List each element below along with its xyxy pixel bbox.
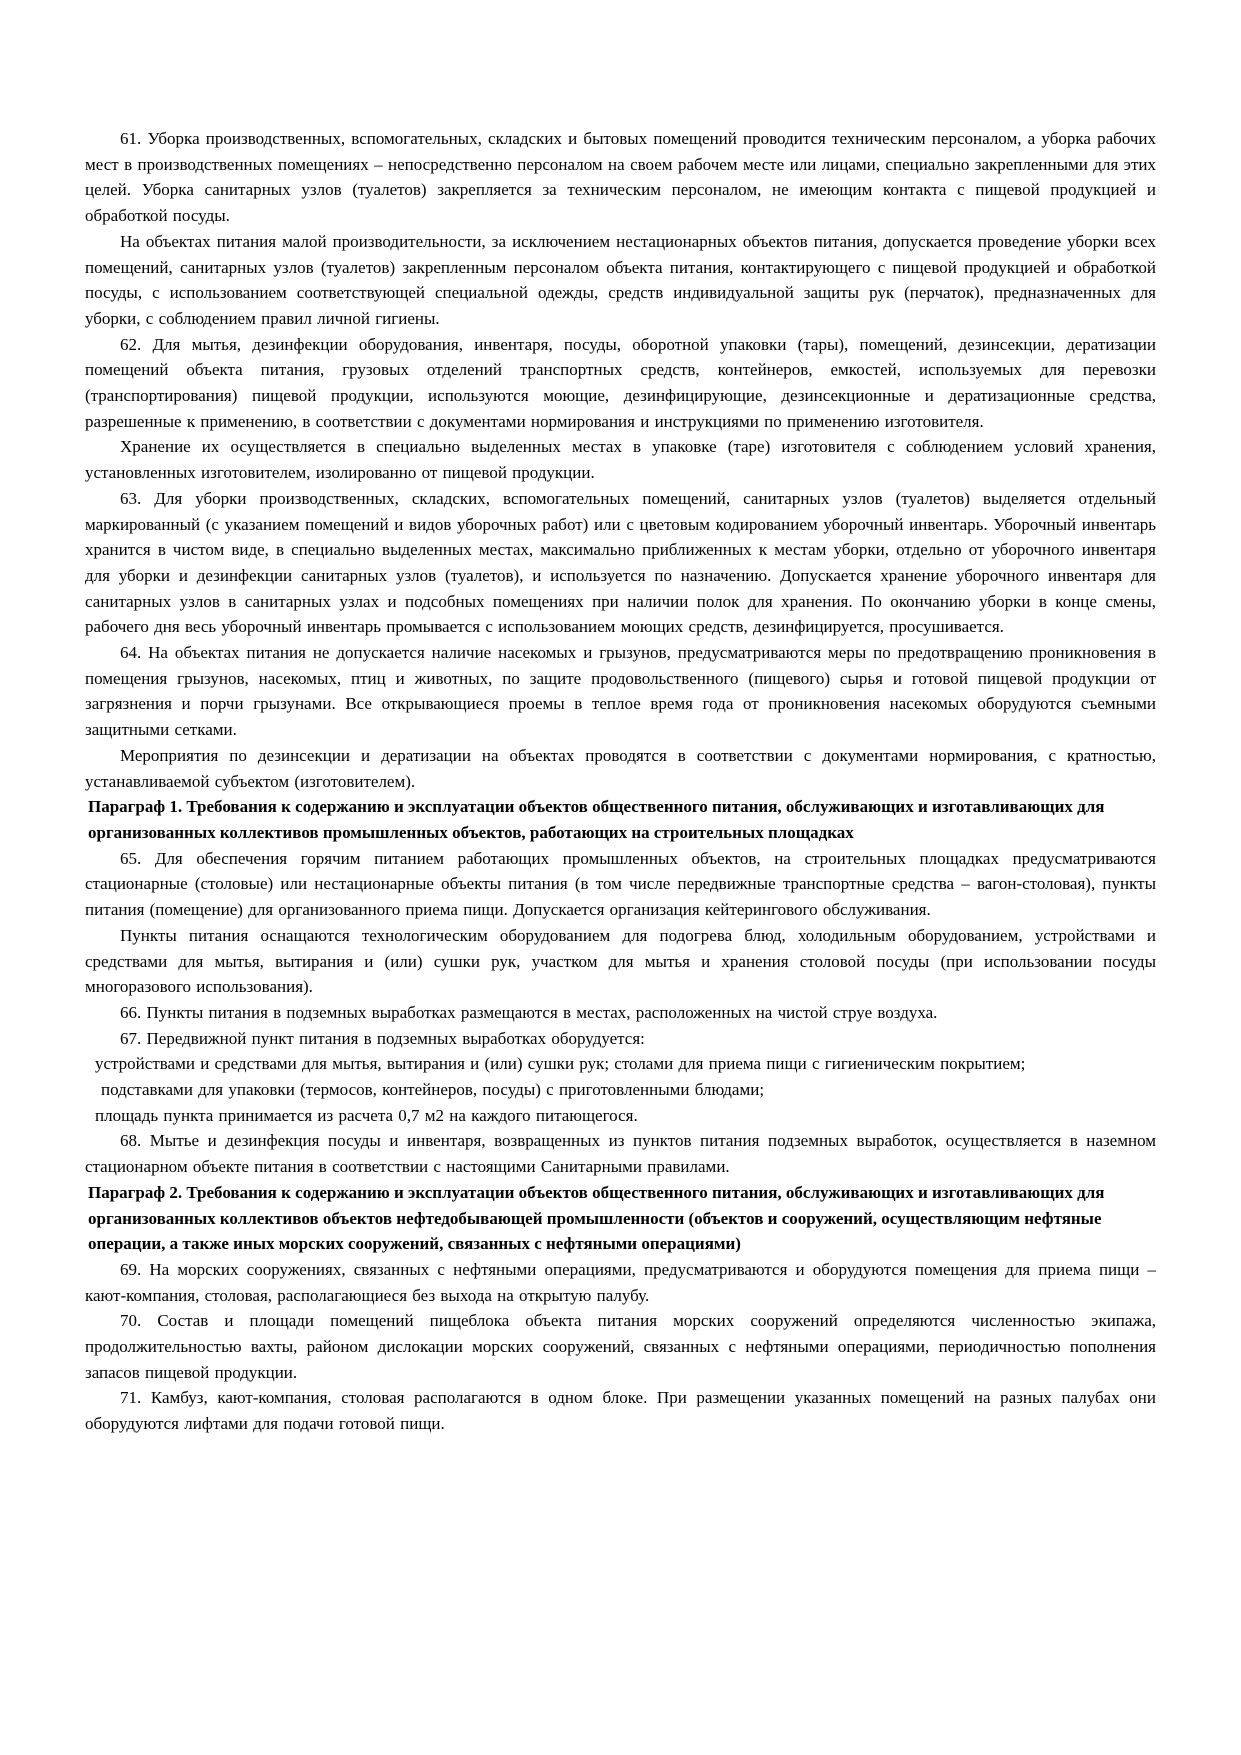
section-heading-paragraph-1: Параграф 1. Требования к содержанию и эксплуатации объектов общественного питания, обслуживающих и изготавливающих для организованных коллективов промышленных объектов, работающих на строительных площадках	[88, 797, 1105, 842]
paragraph-61: 61. Уборка производственных, вспомогательных, складских и бытовых помещений проводится техническим персоналом, а уборка рабочих мест в производственных помещениях – непосредственно персоналом на своем рабочем месте или лицами, специально закрепленными для этих целей. Уборка санитарных узлов (туалетов) закрепляется за техническим персоналом, не имеющим контакта с пищевой продукцией и обработкой посуды.	[85, 129, 1156, 226]
paragraph-69: 69. На морских сооружениях, связанных с нефтяными операциями, предусматриваются и оборудуются помещения для приема пищи – кают-компания, столовая, располагающиеся без выхода на открытую палубу.	[85, 1259, 1156, 1305]
paragraph-65-cont: Пункты питания оснащаются технологическим оборудованием для подогрева блюд, холодильным оборудованием, устройствами и средствами для мытья, вытирания и (или) сушки рук, участком для мытья и хранения столовой посуды (при использовании посуды многоразового использования).	[85, 925, 1156, 997]
paragraph-67-list-item-1: устройствами и средствами для мытья, вытирания и (или) сушки рук; столами для приема пищи с гигиеническим покрытием;	[95, 1054, 1026, 1074]
paragraph-68: 68. Мытье и дезинфекция посуды и инвентаря, возвращенных из пунктов питания подземных выработок, осуществляется в наземном стационарном объекте питания в соответствии с настоящими Санитарными правилами.	[85, 1131, 1156, 1177]
section-heading-paragraph-2: Параграф 2. Требования к содержанию и эксплуатации объектов общественного питания, обслуживающих и изготавливающих для организованных коллективов объектов нефтедобывающей промышленности (объектов и сооружений, осуществляющим нефтяные операции, а также иных морских сооружений, связанных с нефтяными операциями)	[88, 1182, 1105, 1254]
paragraph-65: 65. Для обеспечения горячим питанием работающих промышленных объектов, на строительных площадках предусматриваются стационарные (столовые) или нестационарные объекты питания (в том числе передвижные транспортные средства – вагон-столовая), пункты питания (помещение) для организованного приема пищи. Допускается организация кейтерингового обслуживания.	[85, 848, 1156, 920]
paragraph-64: 64. На объектах питания не допускается наличие насекомых и грызунов, предусматриваются меры по предотвращению проникновения в помещения грызунов, насекомых, птиц и животных, по защите продовольственного (пищевого) сырья и готовой пищевой продукции от загрязнения и порчи грызунами. Все открывающиеся проемы в теплое время года от проникновения насекомых оборудуются съемными защитными сетками.	[85, 643, 1156, 740]
paragraph-63: 63. Для уборки производственных, складских, вспомогательных помещений, санитарных узлов (туалетов) выделяется отдельный маркированный (с указанием помещений и видов уборочных работ) или с цветовым кодированием уборочный инвентарь. Уборочный инвентарь хранится в чистом виде, в специально выделенных местах, максимально приближенных к местам уборки, отдельно от уборочного инвентаря для уборки и дезинфекции санитарных узлов (туалетов), и используется по назначению. Допускается хранение уборочного инвентаря для санитарных узлов в санитарных узлах и подсобных помещениях при наличии полок для хранения. По окончанию уборки в конце смены, рабочего дня весь уборочный инвентарь промывается с использованием моющих средств, дезинфицируется, просушивается.	[85, 488, 1156, 637]
paragraph-62: 62. Для мытья, дезинфекции оборудования, инвентаря, посуды, оборотной упаковки (тары), помещений, дезинсекции, дератизации помещений объекта питания, грузовых отделений транспортных средств, контейнеров, емкостей, используемых для перевозки (транспортирования) пищевой продукции, используются моющие, дезинфицирующие, дезинсекционные и дератизационные средства, разрешенные к применению, в соответствии с документами нормирования и инструкциями по применению изготовителя.	[85, 334, 1156, 431]
paragraph-67-list-item-3: площадь пункта принимается из расчета 0,7 м2 на каждого питающегося.	[95, 1105, 638, 1125]
paragraph-61-cont: На объектах питания малой производительности, за исключением нестационарных объектов питания, допускается проведение уборки всех помещений, санитарных узлов (туалетов) закрепленным персоналом объекта питания, контактирующего с пищевой продукцией и обработкой посуды, с использованием соответствующей специальной одежды, средств индивидуальной защиты рук (перчаток), предназначенных для уборки, с соблюдением правил личной гигиены.	[85, 231, 1156, 328]
paragraph-62-cont: Хранение их осуществляется в специально выделенных местах в упаковке (таре) изготовителя с соблюдением условий хранения, установленных изготовителем, изолированно от пищевой продукции.	[85, 437, 1156, 483]
paragraph-67-list-item-2: подставками для упаковки (термосов, контейнеров, посуды) с приготовленными блюдами;	[101, 1080, 765, 1100]
paragraph-66: 66. Пункты питания в подземных выработках размещаются в местах, расположенных на чистой струе воздуха.	[120, 1002, 938, 1022]
paragraph-71: 71. Камбуз, кают-компания, столовая располагаются в одном блоке. При размещении указанных помещений на разных палубах они оборудуются лифтами для подачи готовой пищи.	[85, 1388, 1156, 1434]
paragraph-70: 70. Состав и площади помещений пищеблока объекта питания морских сооружений определяются численностью экипажа, продолжительностью вахты, районом дислокации морских сооружений, связанных с нефтяными операциями, периодичностью пополнения запасов пищевой продукции.	[85, 1311, 1156, 1382]
paragraph-67: 67. Передвижной пункт питания в подземных выработках оборудуется:	[120, 1028, 645, 1048]
paragraph-64-cont: Мероприятия по дезинсекции и дератизации на объектах проводятся в соответствии с документами нормирования, с кратностью, устанавливаемой субъектом (изготовителем).	[85, 745, 1156, 791]
